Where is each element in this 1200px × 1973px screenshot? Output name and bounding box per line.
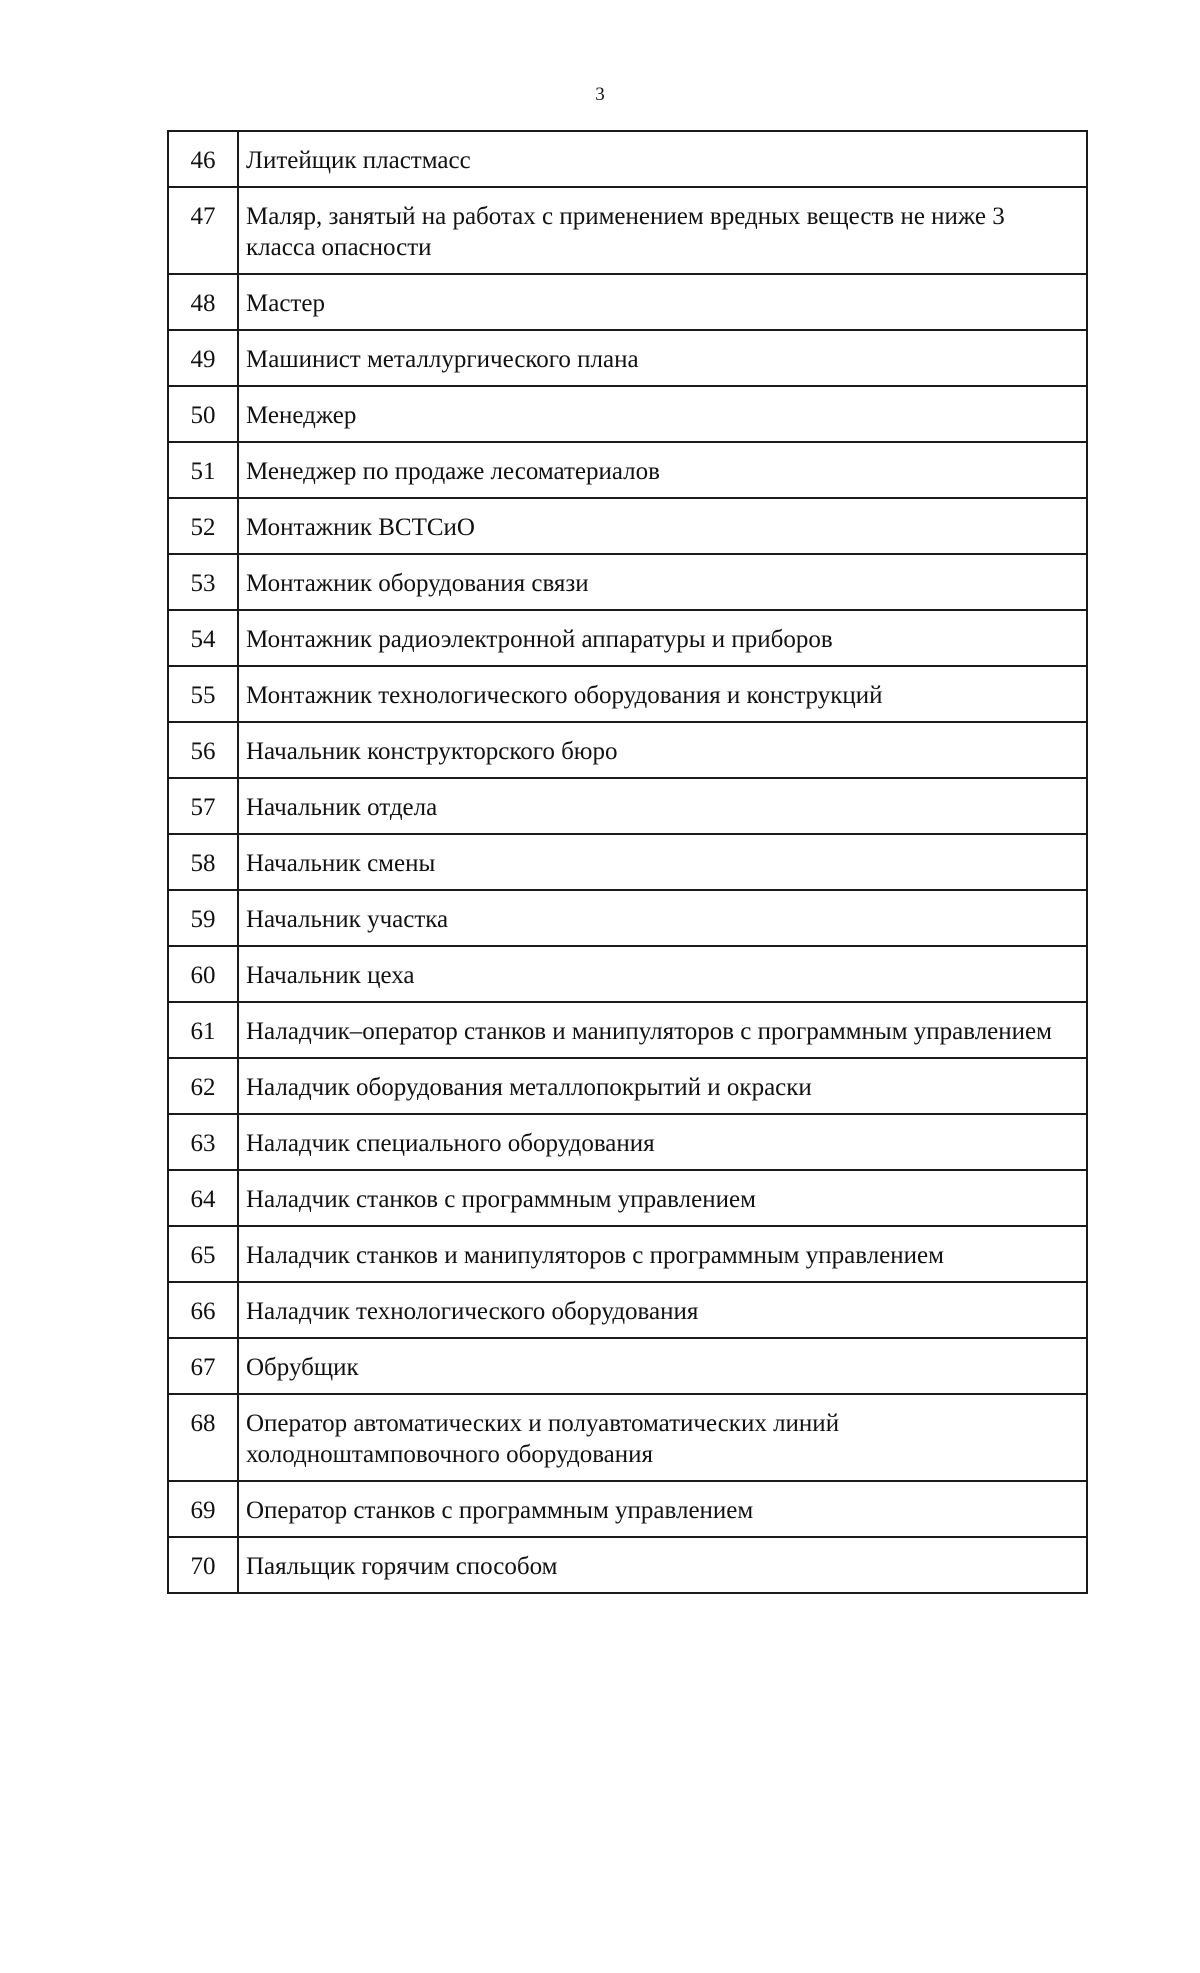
profession-name: Монтажник ВСТСиО [238,498,1087,554]
table-row [168,1114,1087,1170]
row-number: 48 [168,274,238,330]
profession-name: Монтажник радиоэлектронной аппаратуры и приборов [238,610,1087,666]
profession-name: Наладчик станков с программным управлением [238,1170,1087,1226]
row-number: 67 [168,1338,238,1394]
professions-table [167,130,1088,1594]
profession-name: Начальник участка [238,890,1087,946]
table-row [168,722,1087,778]
table-row [168,498,1087,554]
profession-name: Литейщик пластмасс [238,131,1087,187]
table-row [168,1002,1087,1058]
table-row [168,131,1087,187]
profession-name: Начальник смены [238,834,1087,890]
profession-name: Начальник цеха [238,946,1087,1002]
profession-name: Обрубщик [238,1338,1087,1394]
row-number: 63 [168,1114,238,1170]
table-row [168,554,1087,610]
profession-name: Машинист металлургического плана [238,330,1087,386]
row-number: 51 [168,442,238,498]
profession-name: Оператор автоматических и полуавтоматических линий холодноштамповочного оборудования [238,1394,1087,1481]
row-number: 69 [168,1481,238,1537]
row-number: 55 [168,666,238,722]
table-row [168,1338,1087,1394]
row-number: 64 [168,1170,238,1226]
row-number: 56 [168,722,238,778]
profession-name: Монтажник технологического оборудования и конструкций [238,666,1087,722]
table-row [168,442,1087,498]
profession-name: Начальник отдела [238,778,1087,834]
row-number: 57 [168,778,238,834]
table-row [168,666,1087,722]
row-number: 62 [168,1058,238,1114]
table-row [168,1394,1087,1481]
profession-name: Монтажник оборудования связи [238,554,1087,610]
table-row [168,386,1087,442]
table-row [168,946,1087,1002]
row-number: 50 [168,386,238,442]
row-number: 54 [168,610,238,666]
table-row [168,1282,1087,1338]
row-number: 53 [168,554,238,610]
row-number: 65 [168,1226,238,1282]
profession-name: Наладчик оборудования металлопокрытий и окраски [238,1058,1087,1114]
table-row [168,1481,1087,1537]
table-row [168,610,1087,666]
profession-name: Наладчик–оператор станков и манипуляторов с программным управлением [238,1002,1087,1058]
profession-name: Наладчик станков и манипуляторов с программным управлением [238,1226,1087,1282]
row-number: 52 [168,498,238,554]
profession-name: Начальник конструкторского бюро [238,722,1087,778]
table-row [168,778,1087,834]
table-row [168,1226,1087,1282]
row-number: 60 [168,946,238,1002]
profession-name: Наладчик технологического оборудования [238,1282,1087,1338]
table-row [168,187,1087,274]
table-row [168,834,1087,890]
row-number: 59 [168,890,238,946]
table-row [168,1058,1087,1114]
table-row [168,330,1087,386]
table-row [168,890,1087,946]
row-number: 49 [168,330,238,386]
row-number: 68 [168,1394,238,1481]
profession-name: Паяльщик горячим способом [238,1537,1087,1593]
profession-name: Менеджер [238,386,1087,442]
profession-name: Менеджер по продаже лесоматериалов [238,442,1087,498]
professions-table-body [168,131,1087,1593]
table-row [168,1537,1087,1593]
profession-name: Оператор станков с программным управлением [238,1481,1087,1537]
row-number: 66 [168,1282,238,1338]
row-number: 46 [168,131,238,187]
row-number: 70 [168,1537,238,1593]
row-number: 47 [168,187,238,274]
profession-name: Наладчик специального оборудования [238,1114,1087,1170]
table-row [168,1170,1087,1226]
table-row [168,274,1087,330]
profession-name: Мастер [238,274,1087,330]
profession-name: Маляр, занятый на работах с применением вредных веществ не ниже 3 класса опасности [238,187,1087,274]
row-number: 58 [168,834,238,890]
row-number: 61 [168,1002,238,1058]
page-number: 3 [595,84,605,105]
